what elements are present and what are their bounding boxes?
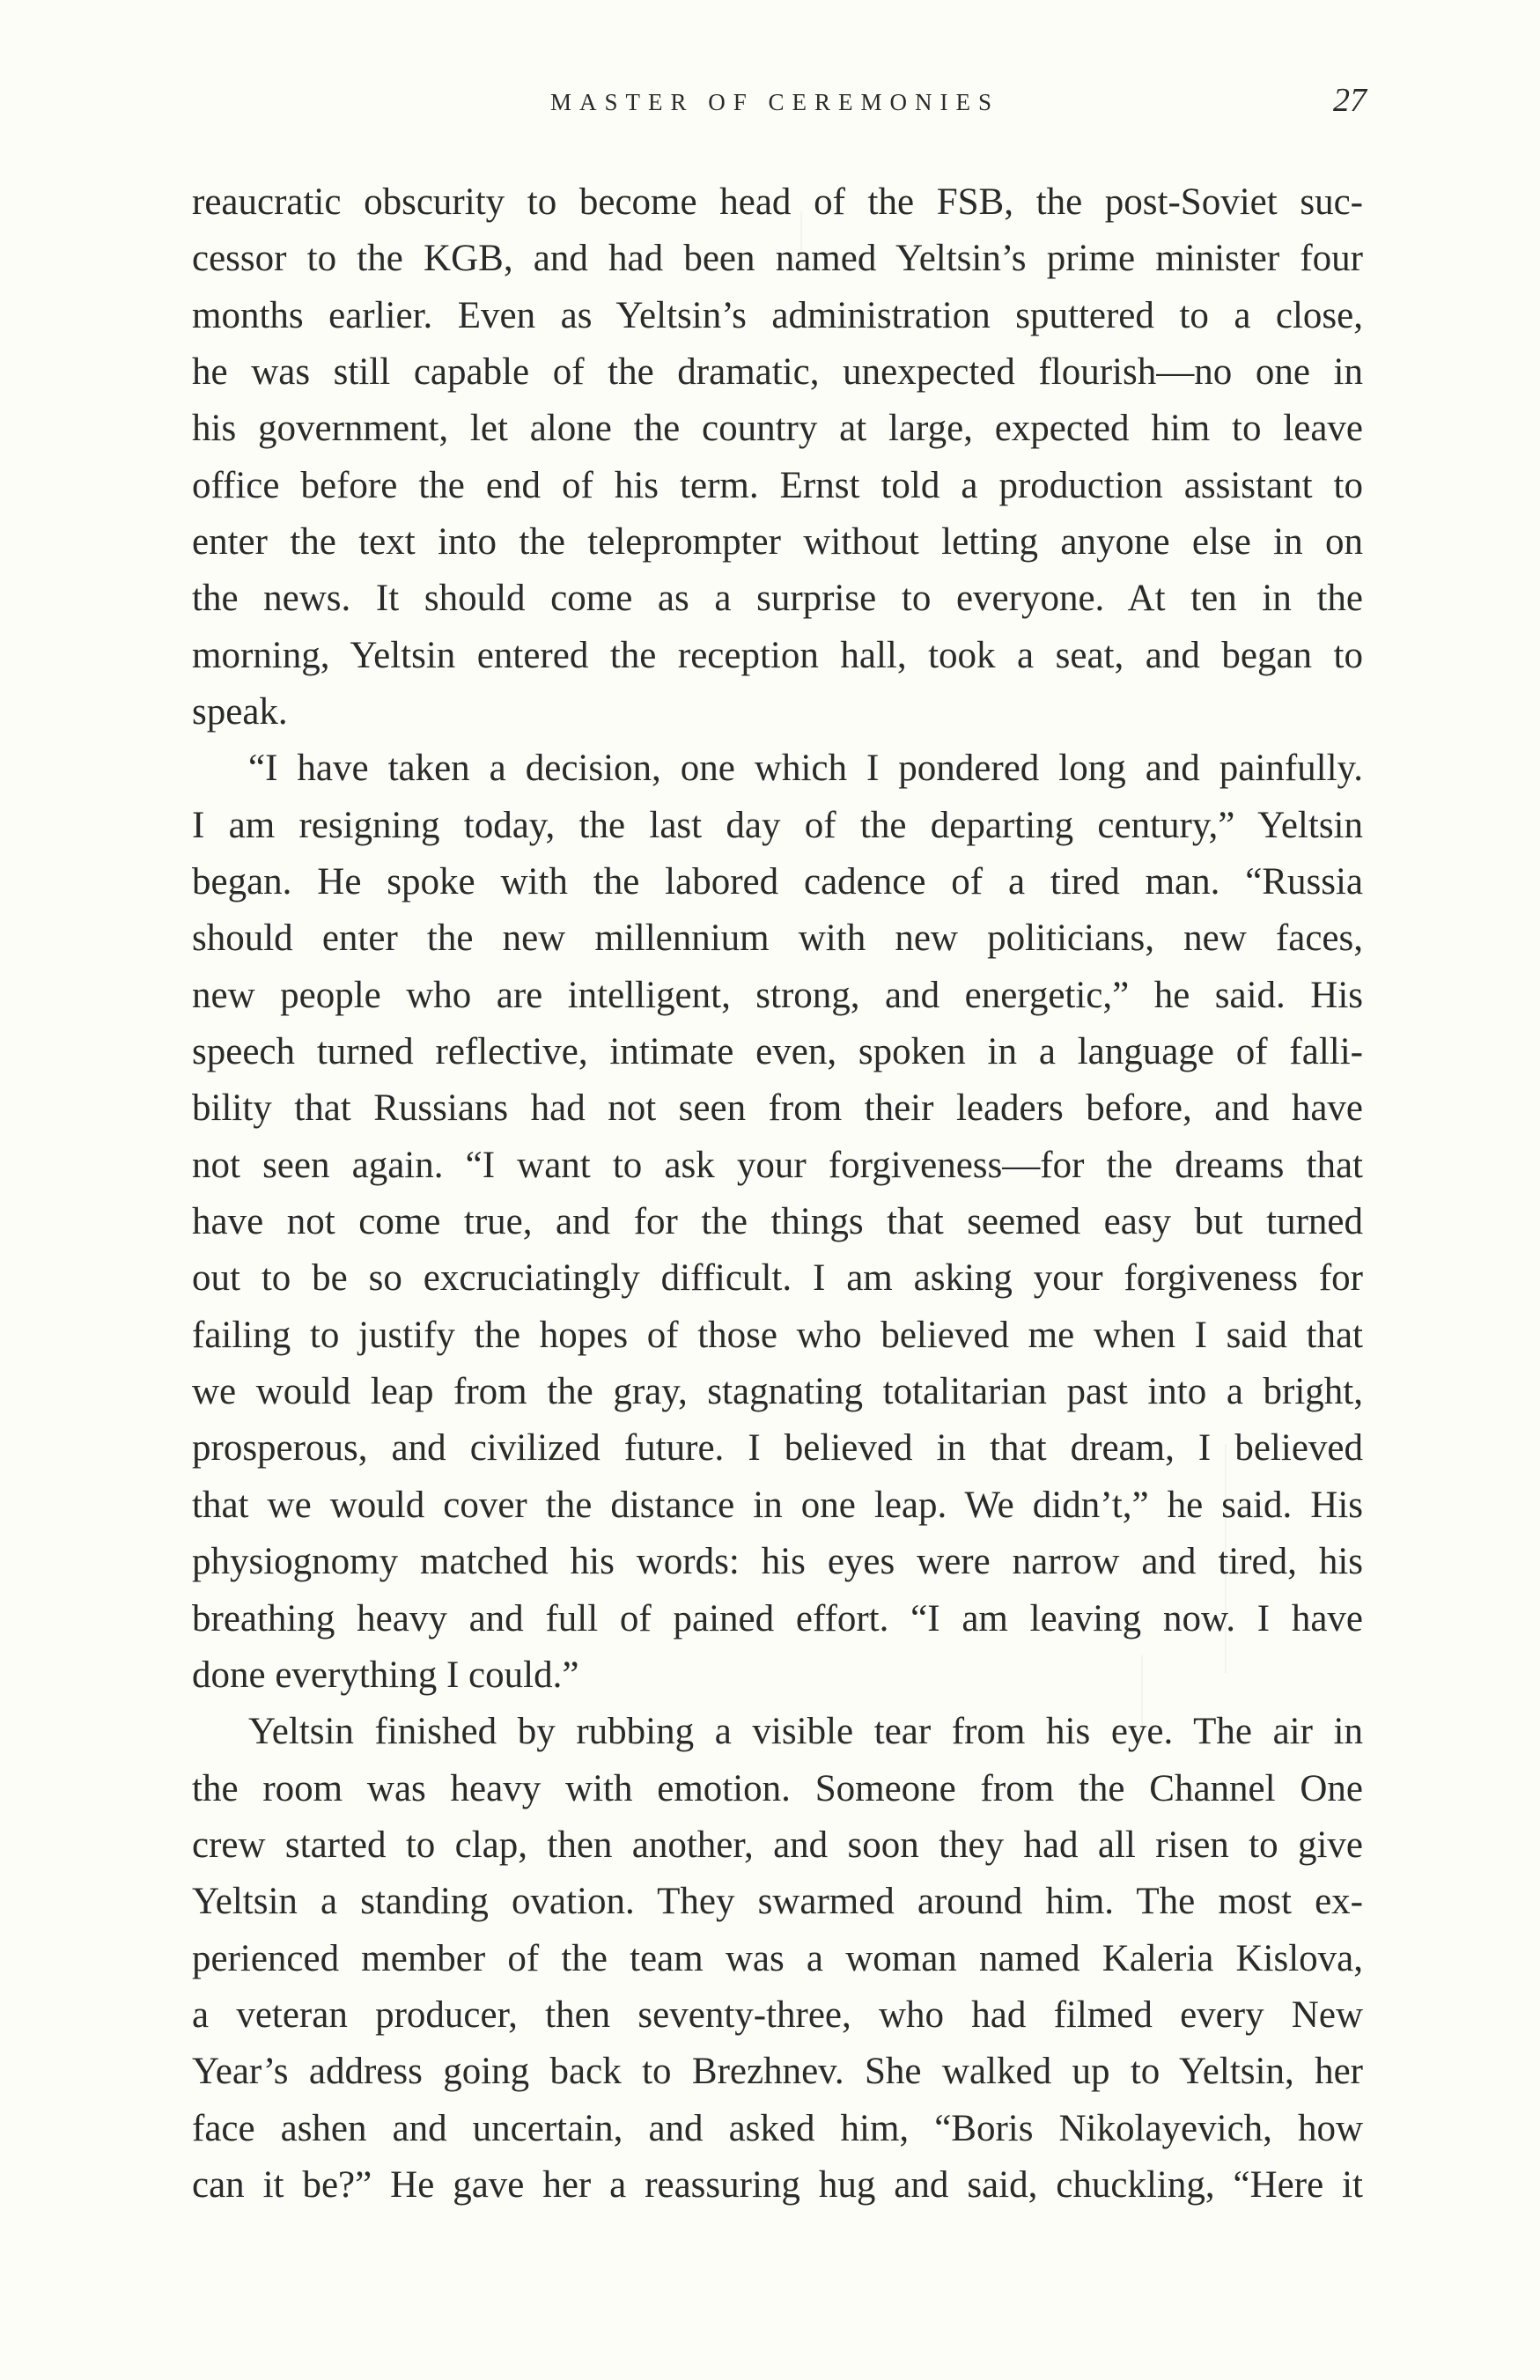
text-line: “I have taken a decision, one which I pondered long and painfully.: [248, 748, 1363, 790]
text-line: not seen again. “I want to ask your forgiveness—for the dreams that: [192, 1144, 1363, 1186]
text-line: can it be?” He gave her a reassuring hug and said, chuckling, “Here it: [192, 2163, 1363, 2206]
text-line: new people who are intelligent, strong, and energetic,” he said. His: [192, 974, 1363, 1016]
text-line: his government, let alone the country at large, expected him to leave: [192, 408, 1363, 450]
text-line: face ashen and uncertain, and asked him, “Boris Nikolayevich, how: [192, 2107, 1363, 2149]
text-line: we would leap from the gray, stagnating totalitarian past into a bright,: [192, 1371, 1363, 1413]
text-line: crew started to clap, then another, and soon they had all risen to give: [192, 1824, 1363, 1866]
text-line: Yeltsin finished by rubbing a visible tear from his eye. The air in: [248, 1711, 1363, 1753]
text-line: he was still capable of the dramatic, unexpected flourish—no one in: [192, 351, 1363, 394]
text-line: that we would cover the distance in one leap. We didn’t,” he said. His: [192, 1484, 1363, 1526]
text-line: prosperous, and civilized future. I believed in that dream, I believed: [192, 1427, 1363, 1470]
text-line: the news. It should come as a surprise to everyone. At ten in the: [192, 578, 1363, 620]
text-line: the room was heavy with emotion. Someone from the Channel One: [192, 1767, 1363, 1809]
text-line: perienced member of the team was a woman named Kaleria Kislova,: [192, 1937, 1363, 1979]
text-line: cessor to the KGB, and had been named Yeltsin’s prime minister four: [192, 238, 1363, 280]
text-line: physiognomy matched his words: his eyes were narrow and tired, his: [192, 1541, 1363, 1583]
text-line: bility that Russians had not seen from their leaders before, and have: [192, 1087, 1363, 1130]
text-line: out to be so excruciatingly difficult. I am asking your forgiveness for: [192, 1257, 1363, 1300]
text-line: failing to justify the hopes of those who believed me when I said that: [192, 1314, 1363, 1356]
text-line: done everything I could.”: [192, 1654, 579, 1696]
text-line: breathing heavy and full of pained effort. “I am leaving now. I have: [192, 1597, 1363, 1639]
page-number: 27: [1333, 82, 1367, 119]
text-line: Yeltsin a standing ovation. They swarmed around him. The most ex-: [192, 1881, 1363, 1923]
text-line: speak.: [192, 691, 288, 733]
text-line: enter the text into the teleprompter without letting anyone else in on: [192, 521, 1363, 564]
text-line: I am resigning today, the last day of the departing century,” Yeltsin: [192, 804, 1363, 846]
text-line: a veteran producer, then seventy-three, who had filmed every New: [192, 1993, 1363, 2036]
text-line: months earlier. Even as Yeltsin’s administration sputtered to a close,: [192, 294, 1363, 336]
text-line: began. He spoke with the labored cadence of a tired man. “Russia: [192, 861, 1363, 903]
text-line: morning, Yeltsin entered the reception hall, took a seat, and began to: [192, 634, 1363, 676]
running-head-title: MASTER OF CEREMONIES: [549, 89, 1000, 115]
text-line: reaucratic obscurity to become head of the FSB, the post-Soviet suc-: [192, 181, 1363, 223]
text-line: should enter the new millennium with new politicians, new faces,: [192, 917, 1363, 960]
text-line: have not come true, and for the things that seemed easy but turned: [192, 1201, 1363, 1243]
text-line: speech turned reflective, intimate even, spoken in a language of falli-: [192, 1031, 1363, 1073]
text-line: Year’s address going back to Brezhnev. She walked up to Yeltsin, her: [192, 2051, 1363, 2093]
text-line: office before the end of his term. Ernst told a production assistant to: [192, 464, 1363, 506]
